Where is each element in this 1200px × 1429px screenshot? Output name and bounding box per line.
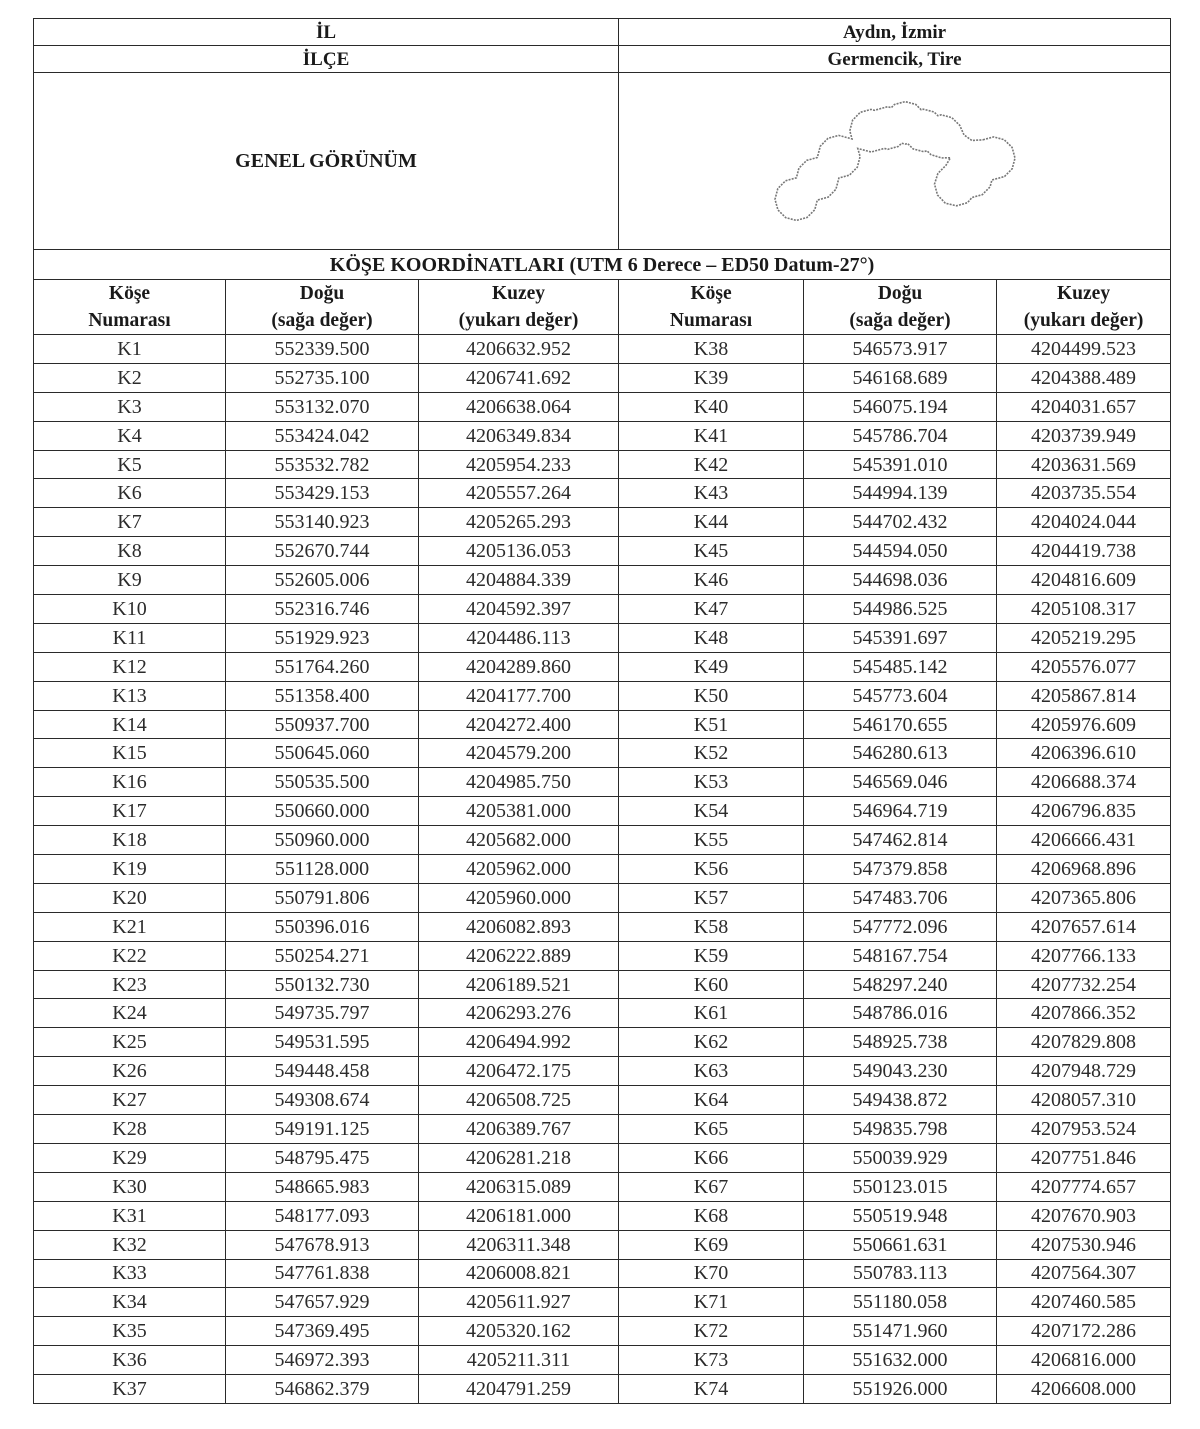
polygon-outline-map-icon	[765, 86, 1025, 236]
table-row	[34, 508, 1171, 537]
left-east-value: 550660.000	[226, 797, 419, 826]
right-north-value: 4205976.609	[997, 710, 1171, 739]
table-row	[34, 450, 1171, 479]
right-corner-id: K68	[619, 1201, 804, 1230]
left-north-value: 4204272.400	[419, 710, 619, 739]
right-north-value: 4206396.610	[997, 739, 1171, 768]
right-east-value: 549835.798	[804, 1115, 997, 1144]
left-east-value: 552339.500	[226, 335, 419, 364]
left-corner-id: K33	[34, 1259, 226, 1288]
table-row	[34, 797, 1171, 826]
right-north-value: 4207460.585	[997, 1288, 1171, 1317]
right-north-value: 4204388.489	[997, 363, 1171, 392]
left-north-value: 4204592.397	[419, 595, 619, 624]
col-header-east-left: Doğu (sağa değer)	[226, 280, 419, 335]
left-corner-id: K12	[34, 652, 226, 681]
left-east-value: 546972.393	[226, 1346, 419, 1375]
left-north-value: 4205962.000	[419, 855, 619, 884]
right-east-value: 546168.689	[804, 363, 997, 392]
left-north-value: 4206181.000	[419, 1201, 619, 1230]
left-east-value: 548665.983	[226, 1172, 419, 1201]
right-east-value: 547483.706	[804, 883, 997, 912]
right-east-value: 548297.240	[804, 970, 997, 999]
table-row	[34, 1143, 1171, 1172]
left-north-value: 4206082.893	[419, 912, 619, 941]
right-corner-id: K53	[619, 768, 804, 797]
right-corner-id: K51	[619, 710, 804, 739]
left-east-value: 550645.060	[226, 739, 419, 768]
left-corner-id: K35	[34, 1317, 226, 1346]
left-corner-id: K30	[34, 1172, 226, 1201]
left-corner-id: K22	[34, 941, 226, 970]
left-north-value: 4205320.162	[419, 1317, 619, 1346]
left-east-value: 551128.000	[226, 855, 419, 884]
left-north-value: 4204985.750	[419, 768, 619, 797]
right-north-value: 4204816.609	[997, 566, 1171, 595]
right-corner-id: K73	[619, 1346, 804, 1375]
right-east-value: 548786.016	[804, 999, 997, 1028]
left-corner-id: K3	[34, 392, 226, 421]
ilce-value: Germencik, Tire	[619, 46, 1171, 73]
left-corner-id: K29	[34, 1143, 226, 1172]
table-row	[34, 1346, 1171, 1375]
right-corner-id: K62	[619, 1028, 804, 1057]
right-corner-id: K44	[619, 508, 804, 537]
table-row	[34, 1086, 1171, 1115]
right-east-value: 544986.525	[804, 595, 997, 624]
right-north-value: 4206608.000	[997, 1375, 1171, 1404]
right-north-value: 4206816.000	[997, 1346, 1171, 1375]
right-north-value: 4207948.729	[997, 1057, 1171, 1086]
left-east-value: 551764.260	[226, 652, 419, 681]
left-corner-id: K17	[34, 797, 226, 826]
left-east-value: 549191.125	[226, 1115, 419, 1144]
coordinate-table	[33, 18, 1171, 1404]
left-north-value: 4206494.992	[419, 1028, 619, 1057]
right-east-value: 546569.046	[804, 768, 997, 797]
left-east-value: 553132.070	[226, 392, 419, 421]
left-north-value: 4204791.259	[419, 1375, 619, 1404]
left-east-value: 552670.744	[226, 537, 419, 566]
right-east-value: 547772.096	[804, 912, 997, 941]
left-east-value: 547761.838	[226, 1259, 419, 1288]
table-row	[34, 826, 1171, 855]
left-east-value: 553140.923	[226, 508, 419, 537]
right-north-value: 4207774.657	[997, 1172, 1171, 1201]
right-north-value: 4207732.254	[997, 970, 1171, 999]
right-corner-id: K58	[619, 912, 804, 941]
left-east-value: 547369.495	[226, 1317, 419, 1346]
left-north-value: 4204579.200	[419, 739, 619, 768]
left-east-value: 550960.000	[226, 826, 419, 855]
right-corner-id: K50	[619, 681, 804, 710]
right-north-value: 4207766.133	[997, 941, 1171, 970]
left-north-value: 4206293.276	[419, 999, 619, 1028]
right-east-value: 550661.631	[804, 1230, 997, 1259]
right-north-value: 4205867.814	[997, 681, 1171, 710]
table-row	[34, 855, 1171, 884]
column-header-row	[34, 280, 1171, 335]
left-north-value: 4205557.264	[419, 479, 619, 508]
left-north-value: 4206508.725	[419, 1086, 619, 1115]
left-corner-id: K9	[34, 566, 226, 595]
left-north-value: 4205954.233	[419, 450, 619, 479]
left-north-value: 4205211.311	[419, 1346, 619, 1375]
table-row	[34, 1375, 1171, 1404]
right-east-value: 546075.194	[804, 392, 997, 421]
left-corner-id: K13	[34, 681, 226, 710]
right-corner-id: K71	[619, 1288, 804, 1317]
table-row	[34, 768, 1171, 797]
right-corner-id: K48	[619, 623, 804, 652]
right-north-value: 4207670.903	[997, 1201, 1171, 1230]
right-corner-id: K54	[619, 797, 804, 826]
left-east-value: 553532.782	[226, 450, 419, 479]
left-corner-id: K21	[34, 912, 226, 941]
left-east-value: 550791.806	[226, 883, 419, 912]
left-north-value: 4204884.339	[419, 566, 619, 595]
right-east-value: 549043.230	[804, 1057, 997, 1086]
table-row	[34, 566, 1171, 595]
table-row	[34, 1057, 1171, 1086]
table-row	[34, 912, 1171, 941]
table-row	[34, 710, 1171, 739]
right-east-value: 545391.010	[804, 450, 997, 479]
left-east-value: 549531.595	[226, 1028, 419, 1057]
right-east-value: 545391.697	[804, 623, 997, 652]
right-north-value: 4204419.738	[997, 537, 1171, 566]
right-north-value: 4204024.044	[997, 508, 1171, 537]
left-corner-id: K6	[34, 479, 226, 508]
left-corner-id: K11	[34, 623, 226, 652]
left-corner-id: K26	[34, 1057, 226, 1086]
left-east-value: 547678.913	[226, 1230, 419, 1259]
table-row	[34, 970, 1171, 999]
left-corner-id: K27	[34, 1086, 226, 1115]
table-row	[34, 335, 1171, 364]
table-row	[34, 595, 1171, 624]
left-north-value: 4204289.860	[419, 652, 619, 681]
right-east-value: 546280.613	[804, 739, 997, 768]
right-corner-id: K45	[619, 537, 804, 566]
right-corner-id: K74	[619, 1375, 804, 1404]
right-north-value: 4207530.946	[997, 1230, 1171, 1259]
left-east-value: 553429.153	[226, 479, 419, 508]
left-north-value: 4206189.521	[419, 970, 619, 999]
right-east-value: 551471.960	[804, 1317, 997, 1346]
right-north-value: 4203735.554	[997, 479, 1171, 508]
right-corner-id: K40	[619, 392, 804, 421]
left-corner-id: K36	[34, 1346, 226, 1375]
ilce-label: İLÇE	[34, 46, 619, 73]
table-row	[34, 1317, 1171, 1346]
table-row	[34, 363, 1171, 392]
right-north-value: 4206688.374	[997, 768, 1171, 797]
right-corner-id: K67	[619, 1172, 804, 1201]
right-north-value: 4206968.896	[997, 855, 1171, 884]
right-east-value: 545485.142	[804, 652, 997, 681]
il-value: Aydın, İzmir	[619, 19, 1171, 46]
right-north-value: 4208057.310	[997, 1086, 1171, 1115]
right-east-value: 551180.058	[804, 1288, 997, 1317]
right-north-value: 4203739.949	[997, 421, 1171, 450]
left-corner-id: K31	[34, 1201, 226, 1230]
left-north-value: 4205136.053	[419, 537, 619, 566]
table-row	[34, 1288, 1171, 1317]
left-east-value: 550254.271	[226, 941, 419, 970]
left-east-value: 551358.400	[226, 681, 419, 710]
left-north-value: 4205960.000	[419, 883, 619, 912]
left-north-value: 4205265.293	[419, 508, 619, 537]
right-corner-id: K42	[619, 450, 804, 479]
right-east-value: 547379.858	[804, 855, 997, 884]
right-corner-id: K70	[619, 1259, 804, 1288]
table-row	[34, 421, 1171, 450]
left-north-value: 4206349.834	[419, 421, 619, 450]
left-north-value: 4206315.089	[419, 1172, 619, 1201]
table-row	[34, 1172, 1171, 1201]
col-header-north-right: Kuzey (yukarı değer)	[997, 280, 1171, 335]
right-north-value: 4207751.846	[997, 1143, 1171, 1172]
table-row	[34, 1259, 1171, 1288]
right-north-value: 4204499.523	[997, 335, 1171, 364]
left-north-value: 4204486.113	[419, 623, 619, 652]
left-north-value: 4205611.927	[419, 1288, 619, 1317]
left-east-value: 548795.475	[226, 1143, 419, 1172]
left-east-value: 551929.923	[226, 623, 419, 652]
right-north-value: 4207829.808	[997, 1028, 1171, 1057]
right-east-value: 544698.036	[804, 566, 997, 595]
left-east-value: 549735.797	[226, 999, 419, 1028]
left-corner-id: K2	[34, 363, 226, 392]
table-row	[34, 623, 1171, 652]
right-east-value: 550039.929	[804, 1143, 997, 1172]
left-north-value: 4206472.175	[419, 1057, 619, 1086]
table-row	[34, 999, 1171, 1028]
left-east-value: 549448.458	[226, 1057, 419, 1086]
col-header-north-left: Kuzey (yukarı değer)	[419, 280, 619, 335]
col-header-corner-left: Köşe Numarası	[34, 280, 226, 335]
right-corner-id: K61	[619, 999, 804, 1028]
left-corner-id: K5	[34, 450, 226, 479]
overview-label: GENEL GÖRÜNÜM	[34, 73, 619, 250]
left-north-value: 4206741.692	[419, 363, 619, 392]
left-east-value: 550535.500	[226, 768, 419, 797]
left-corner-id: K4	[34, 421, 226, 450]
left-north-value: 4206638.064	[419, 392, 619, 421]
table-row	[34, 681, 1171, 710]
table-row	[34, 537, 1171, 566]
left-north-value: 4206008.821	[419, 1259, 619, 1288]
right-east-value: 548925.738	[804, 1028, 997, 1057]
left-north-value: 4206222.889	[419, 941, 619, 970]
left-east-value: 549308.674	[226, 1086, 419, 1115]
right-corner-id: K56	[619, 855, 804, 884]
right-corner-id: K47	[619, 595, 804, 624]
right-north-value: 4206796.835	[997, 797, 1171, 826]
right-corner-id: K38	[619, 335, 804, 364]
left-east-value: 552316.746	[226, 595, 419, 624]
right-corner-id: K64	[619, 1086, 804, 1115]
left-corner-id: K14	[34, 710, 226, 739]
left-corner-id: K10	[34, 595, 226, 624]
right-east-value: 546573.917	[804, 335, 997, 364]
right-corner-id: K65	[619, 1115, 804, 1144]
table-row	[34, 883, 1171, 912]
right-north-value: 4205108.317	[997, 595, 1171, 624]
right-north-value: 4205219.295	[997, 623, 1171, 652]
left-corner-id: K8	[34, 537, 226, 566]
right-corner-id: K46	[619, 566, 804, 595]
right-east-value: 546964.719	[804, 797, 997, 826]
left-east-value: 548177.093	[226, 1201, 419, 1230]
left-corner-id: K20	[34, 883, 226, 912]
col-header-corner-right: Köşe Numarası	[619, 280, 804, 335]
right-east-value: 548167.754	[804, 941, 997, 970]
left-north-value: 4206632.952	[419, 335, 619, 364]
left-corner-id: K15	[34, 739, 226, 768]
right-east-value: 551632.000	[804, 1346, 997, 1375]
right-north-value: 4207365.806	[997, 883, 1171, 912]
table-row	[34, 652, 1171, 681]
right-east-value: 547462.814	[804, 826, 997, 855]
table-row	[34, 739, 1171, 768]
right-corner-id: K72	[619, 1317, 804, 1346]
table-row	[34, 941, 1171, 970]
table-row	[34, 1115, 1171, 1144]
left-north-value: 4205682.000	[419, 826, 619, 855]
right-north-value: 4205576.077	[997, 652, 1171, 681]
left-corner-id: K24	[34, 999, 226, 1028]
left-east-value: 553424.042	[226, 421, 419, 450]
right-corner-id: K49	[619, 652, 804, 681]
left-east-value: 550132.730	[226, 970, 419, 999]
right-north-value: 4204031.657	[997, 392, 1171, 421]
left-corner-id: K19	[34, 855, 226, 884]
right-corner-id: K55	[619, 826, 804, 855]
left-east-value: 547657.929	[226, 1288, 419, 1317]
right-corner-id: K41	[619, 421, 804, 450]
left-north-value: 4205381.000	[419, 797, 619, 826]
right-corner-id: K60	[619, 970, 804, 999]
left-corner-id: K7	[34, 508, 226, 537]
right-north-value: 4207866.352	[997, 999, 1171, 1028]
right-north-value: 4207953.524	[997, 1115, 1171, 1144]
right-east-value: 550123.015	[804, 1172, 997, 1201]
table-title: KÖŞE KOORDİNATLARI (UTM 6 Derece – ED50 Datum-27°)	[34, 250, 1171, 280]
right-north-value: 4207657.614	[997, 912, 1171, 941]
right-east-value: 549438.872	[804, 1086, 997, 1115]
right-east-value: 550519.948	[804, 1201, 997, 1230]
right-corner-id: K39	[619, 363, 804, 392]
left-corner-id: K37	[34, 1375, 226, 1404]
right-east-value: 545786.704	[804, 421, 997, 450]
right-north-value: 4207172.286	[997, 1317, 1171, 1346]
left-corner-id: K34	[34, 1288, 226, 1317]
table-row	[34, 1028, 1171, 1057]
right-corner-id: K43	[619, 479, 804, 508]
left-east-value: 550937.700	[226, 710, 419, 739]
left-east-value: 550396.016	[226, 912, 419, 941]
right-corner-id: K59	[619, 941, 804, 970]
left-north-value: 4206389.767	[419, 1115, 619, 1144]
table-row	[34, 1201, 1171, 1230]
right-corner-id: K57	[619, 883, 804, 912]
il-label: İL	[34, 19, 619, 46]
left-corner-id: K25	[34, 1028, 226, 1057]
left-east-value: 546862.379	[226, 1375, 419, 1404]
left-corner-id: K32	[34, 1230, 226, 1259]
table-row	[34, 392, 1171, 421]
left-east-value: 552605.006	[226, 566, 419, 595]
right-corner-id: K66	[619, 1143, 804, 1172]
coordinate-rows	[34, 335, 1171, 1404]
left-corner-id: K18	[34, 826, 226, 855]
right-corner-id: K52	[619, 739, 804, 768]
right-east-value: 544994.139	[804, 479, 997, 508]
right-east-value: 546170.655	[804, 710, 997, 739]
overview-cell	[619, 73, 1171, 250]
right-corner-id: K69	[619, 1230, 804, 1259]
right-east-value: 545773.604	[804, 681, 997, 710]
right-north-value: 4203631.569	[997, 450, 1171, 479]
left-north-value: 4204177.700	[419, 681, 619, 710]
left-east-value: 552735.100	[226, 363, 419, 392]
right-north-value: 4206666.431	[997, 826, 1171, 855]
right-east-value: 550783.113	[804, 1259, 997, 1288]
table-row	[34, 479, 1171, 508]
right-north-value: 4207564.307	[997, 1259, 1171, 1288]
col-header-east-right: Doğu (sağa değer)	[804, 280, 997, 335]
left-corner-id: K23	[34, 970, 226, 999]
left-corner-id: K16	[34, 768, 226, 797]
right-corner-id: K63	[619, 1057, 804, 1086]
left-north-value: 4206281.218	[419, 1143, 619, 1172]
right-east-value: 544594.050	[804, 537, 997, 566]
right-east-value: 544702.432	[804, 508, 997, 537]
table-row	[34, 1230, 1171, 1259]
right-east-value: 551926.000	[804, 1375, 997, 1404]
coordinate-document	[33, 18, 1170, 1404]
left-corner-id: K1	[34, 335, 226, 364]
left-corner-id: K28	[34, 1115, 226, 1144]
left-north-value: 4206311.348	[419, 1230, 619, 1259]
